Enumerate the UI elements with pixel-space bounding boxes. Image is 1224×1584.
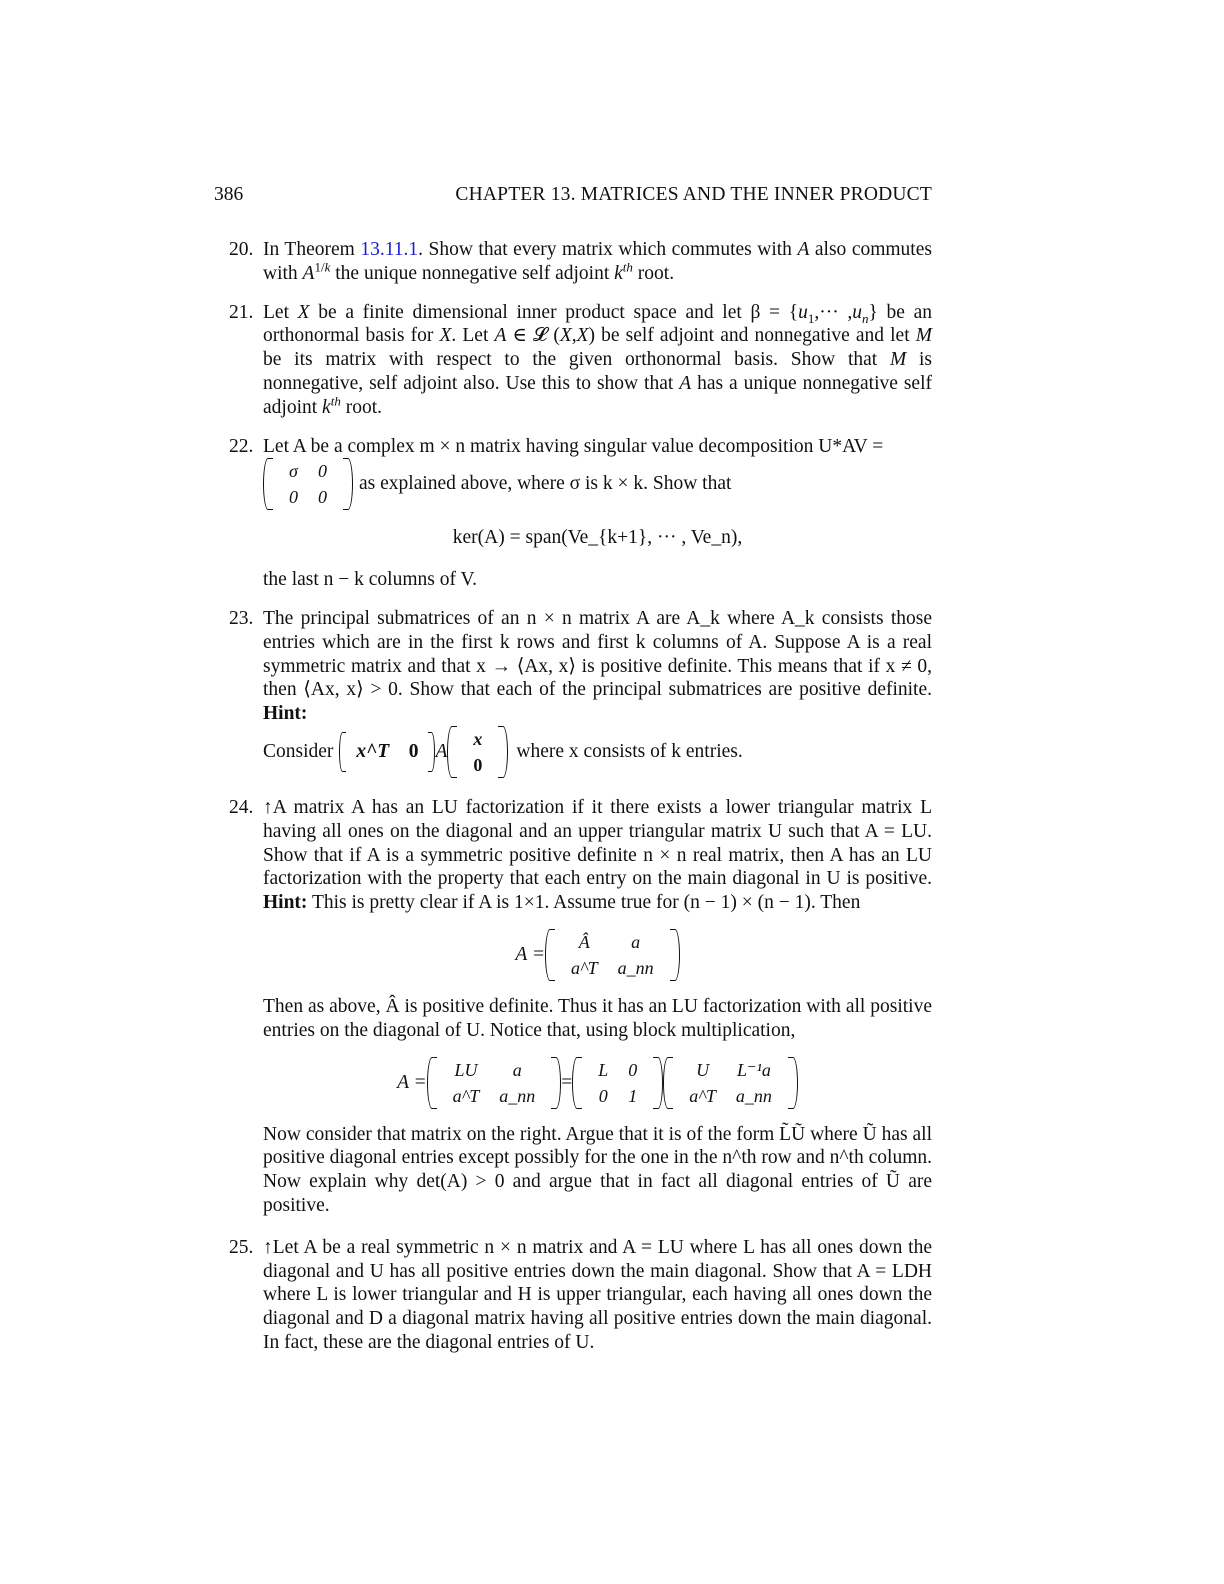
matrix-cell: a_nn xyxy=(499,1085,536,1106)
exercise-22-matrix-line: σ 0 0 0 as explained above, where σ is k × k. Show that xyxy=(263,458,932,510)
exercise-24: 24. ↑A matrix A has an LU factorization if it there exists a lower triangular matrix L having all ones on the diagonal and an upper triangular matrix U such that A = LU. Show that if A is a symmetric positive definite n × n real matrix, then A has an LU factorization with the property that each entry on the main diagonal in U is positive. Hint: This is pretty clear if A is 1×1. Assume true for (n − 1) × (n − 1). Then A = Â a a^T a_nn Then as above, Â is positive definite. Thus it has an LU factorization with all positive entries on the diagonal of U. Notice that, using block multiplication, A = LU a a^T a_nn = L 0 0 1 U L⁻¹a a^T a_nn Now consider that matrix on the right. Argue that it is of the form L̃Ũ where Ũ has all positive diagonal entries except possibly for the one in the n^th row and n^th column. Now explain why det(A) > 0 and argue that in fact all diagonal entries of Ũ are positive. xyxy=(229,796,932,1216)
matrix-cell: 0 xyxy=(318,461,327,482)
matrix-cell: L xyxy=(598,1059,609,1080)
block-multiplication-equation: A = LU a a^T a_nn = L 0 0 1 U L⁻¹a a^T a_nn xyxy=(263,1057,932,1109)
matrix-cell: a^T xyxy=(570,957,598,978)
exercise-23-consider-line: Consider x^T 0 A x 0 where x consists of k entries. xyxy=(263,726,932,778)
matrix-cell: 0 xyxy=(318,487,327,508)
page-header xyxy=(214,184,932,210)
exercise-22 xyxy=(229,435,932,592)
matrix-LU xyxy=(443,1057,546,1109)
kernel-equation: ker(A) = span(Ve_{k+1}, ··· , Ve_n), xyxy=(452,527,743,549)
exercise-number: 24. xyxy=(229,796,254,818)
exercise-22-last: the last n − k columns of V. xyxy=(263,569,477,591)
matrix-cell: a^T xyxy=(689,1085,716,1106)
exercise-number: 22. xyxy=(229,435,254,457)
exercise-number: 20. xyxy=(229,239,254,260)
matrix-U-block xyxy=(679,1057,782,1109)
block-matrix-A: A = Â a a^T a_nn xyxy=(263,929,932,981)
exercise-number: 21. xyxy=(229,301,254,323)
matrix-cell: a_nn xyxy=(617,957,654,978)
page-number: 386 xyxy=(214,184,244,205)
matrix-cell: 0 xyxy=(628,1059,638,1080)
matrix-cell: 0 xyxy=(289,487,298,508)
row-vector: x^T 0 xyxy=(339,732,435,772)
exercise-25: 25. ↑Let A be a real symmetric n × n matrix and A = LU where L has all ones down the diagonal and U has all positive entries down the main diagonal. Show that A = LDH where L is lower triangular and H is upper triangular, each having all ones down the diagonal and D a diagonal matrix having all positive entries down the main diagonal. In fact, these are the diagonal entries of U. xyxy=(229,1236,932,1353)
matrix-cell: a^T xyxy=(452,1085,480,1106)
matrix-A xyxy=(561,929,664,981)
matrix-cell: a xyxy=(512,1059,522,1080)
exercise-20: 20. In Theorem 13.11.1. Show that every matrix which commutes with A also commutes with $A^{1/k}$ the unique nonnegative self adjoint $k^{th}$ root. xyxy=(229,239,932,284)
matrix-cell: σ xyxy=(289,461,298,482)
column-vector: x 0 xyxy=(447,726,508,778)
exercise-list xyxy=(229,238,932,1370)
sigma-matrix xyxy=(279,458,337,510)
matrix-cell: U xyxy=(696,1059,710,1080)
exercise-22-line1: Let A be a complex m × n matrix having singular value decomposition U*AV = xyxy=(263,435,884,457)
matrix-cell: a xyxy=(631,931,641,952)
sigma-block-matrix xyxy=(263,458,353,510)
matrix-cell: L⁻¹a xyxy=(736,1059,771,1080)
matrix-cell: a_nn xyxy=(735,1085,772,1106)
matrix-L-block xyxy=(588,1057,647,1109)
matrix-cell: 0 xyxy=(598,1085,608,1106)
theorem-link[interactable]: 13.11.1 xyxy=(360,239,419,260)
exercise-number: 23. xyxy=(229,607,254,629)
exercise-23: 23. The principal submatrices of an n × n matrix A are A_k where A_k consists those entries which are in the first k rows and first k columns of A. Suppose A is a real symmetric matrix and that x → ⟨Ax, x⟩ is positive definite. This means that if x ≠ 0, then ⟨Ax, x⟩ > 0. Show that each of the principal submatrices are positive definite. Hint: Consider x^T 0 A x 0 where x consists of k entries. xyxy=(229,607,932,778)
exercise-21: 21. Let X be a finite dimensional inner product space and let $\beta = \{u_1,\cdot\cdot\cdot ,u_n\}$ be an orthonormal basis for X. Let A ∈ 𝓛 (X,X) be self adjoint and nonnegative and let M be its matrix with respect to the given orthonormal basis. Show that M is nonnegative, self adjoint also. Use this to show that A has a unique nonnegative self adjoint $k^{th}$ root. xyxy=(229,301,933,418)
matrix-cell: 1 xyxy=(628,1085,638,1106)
matrix-cell: Â xyxy=(578,931,590,952)
matrix-cell: LU xyxy=(454,1059,478,1080)
exercise-number: 25. xyxy=(229,1236,254,1258)
chapter-title: CHAPTER 13. MATRICES AND THE INNER PRODUCT xyxy=(455,184,932,205)
